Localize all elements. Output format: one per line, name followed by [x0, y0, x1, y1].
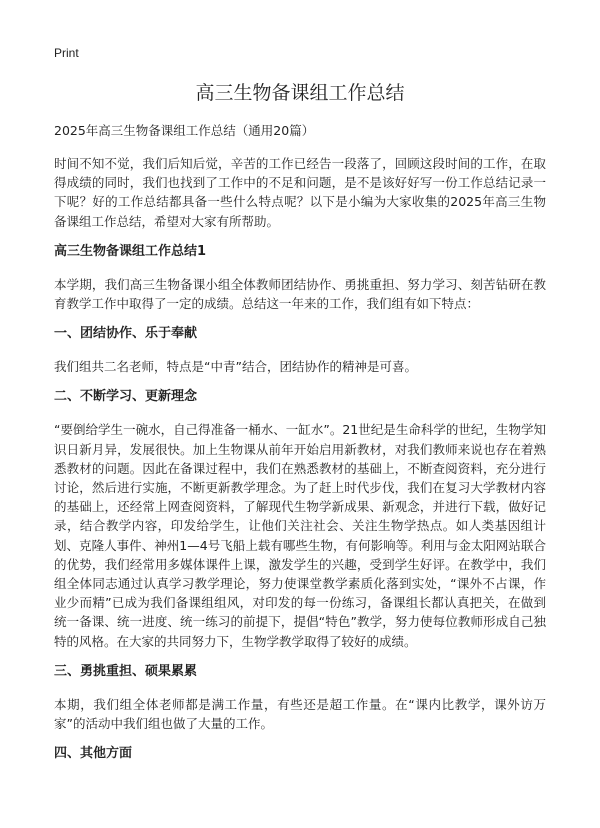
- print-link[interactable]: Print: [54, 46, 79, 60]
- heading-1: 一、团结协作、乐于奉献: [54, 326, 198, 342]
- heading-4: 四、其他方面: [54, 746, 133, 762]
- page-title: 高三生物备课组工作总结: [195, 82, 405, 104]
- document-body: [54, 122, 546, 777]
- section-intro-paragraph: 本学期，我们高三生物备课小组全体教师团结协作、勇挑重担、努力学习、刻苦钻研在教育教学工作中取得了一定的成绩。总结这一年来的工作，我们组有如下特点：: [54, 276, 546, 312]
- heading-2: 二、不断学习、更新理念: [54, 389, 198, 405]
- document-subtitle: 2025年高三生物备课组工作总结（通用20篇）: [54, 123, 315, 138]
- paragraph-2: “要倒给学生一碗水，自己得准备一桶水、一缸水”。21世纪是生命科学的世纪，生物学知识日新月异，发展很快。加上生物课从前年开始启用新教材，对我们教师来说也存在着熟悉教材的问题。因此在备课过程中，我们在熟悉教材的基础上，不断查阅资料，充分进行讨论，然后进行实施，不断更新教学理念。为了赶上时代步伐，我们在复习大学教材内容的基础上，还经常上网查阅资料，了解现代生物学新成果、新观念，并进行下载，做好记录，结合教学内容，印发给学生，让他们关注社会、关注生物学热点。如人类基因组计划、克隆人事件、神州1—4号飞船上载有哪些生物，有何影响等。利用与金太阳网站联合的优势，我们经常用多媒体课件上课，激发学生的兴趣，受到学生好评。在教学中，我们组全体同志通过认真学习教学理论，努力使课堂教学素质化落到实处，“课外不占课，作业少而精”已成为我们备课组组风，对印发的每一份练习，备课组长都认真把关，在做到统一备课、统一进度、统一练习的前提下，提倡“特色”教学，努力使每位教师形成自己独特的风格。在大家的共同努力下，生物学教学取得了较好的成绩。: [54, 422, 546, 649]
- heading-3: 三、勇挑重担、硕果累累: [54, 663, 198, 679]
- paragraph-3: 本期，我们组全体老师都是满工作量，有些还是超工作量。在“课内比教学，课外访万家”的活动中我们组也做了大量的工作。: [54, 696, 546, 732]
- section-title: 高三生物备课组工作总结1: [54, 243, 207, 259]
- intro-paragraph: 时间不知不觉，我们后知后觉，辛苦的工作已经告一段落了，回顾这段时间的工作，在取得成绩的同时，我们也找到了工作中的不足和问题，是不是该好好写一份工作总结记录一下呢？好的工作总结都具备一些什么特点呢？以下是小编为大家收集的2025年高三生物备课组工作总结，希望对大家有所帮助。: [54, 156, 546, 229]
- paragraph-1: 我们组共二名老师，特点是“中青”结合，团结协作的精神是可喜。: [54, 359, 417, 375]
